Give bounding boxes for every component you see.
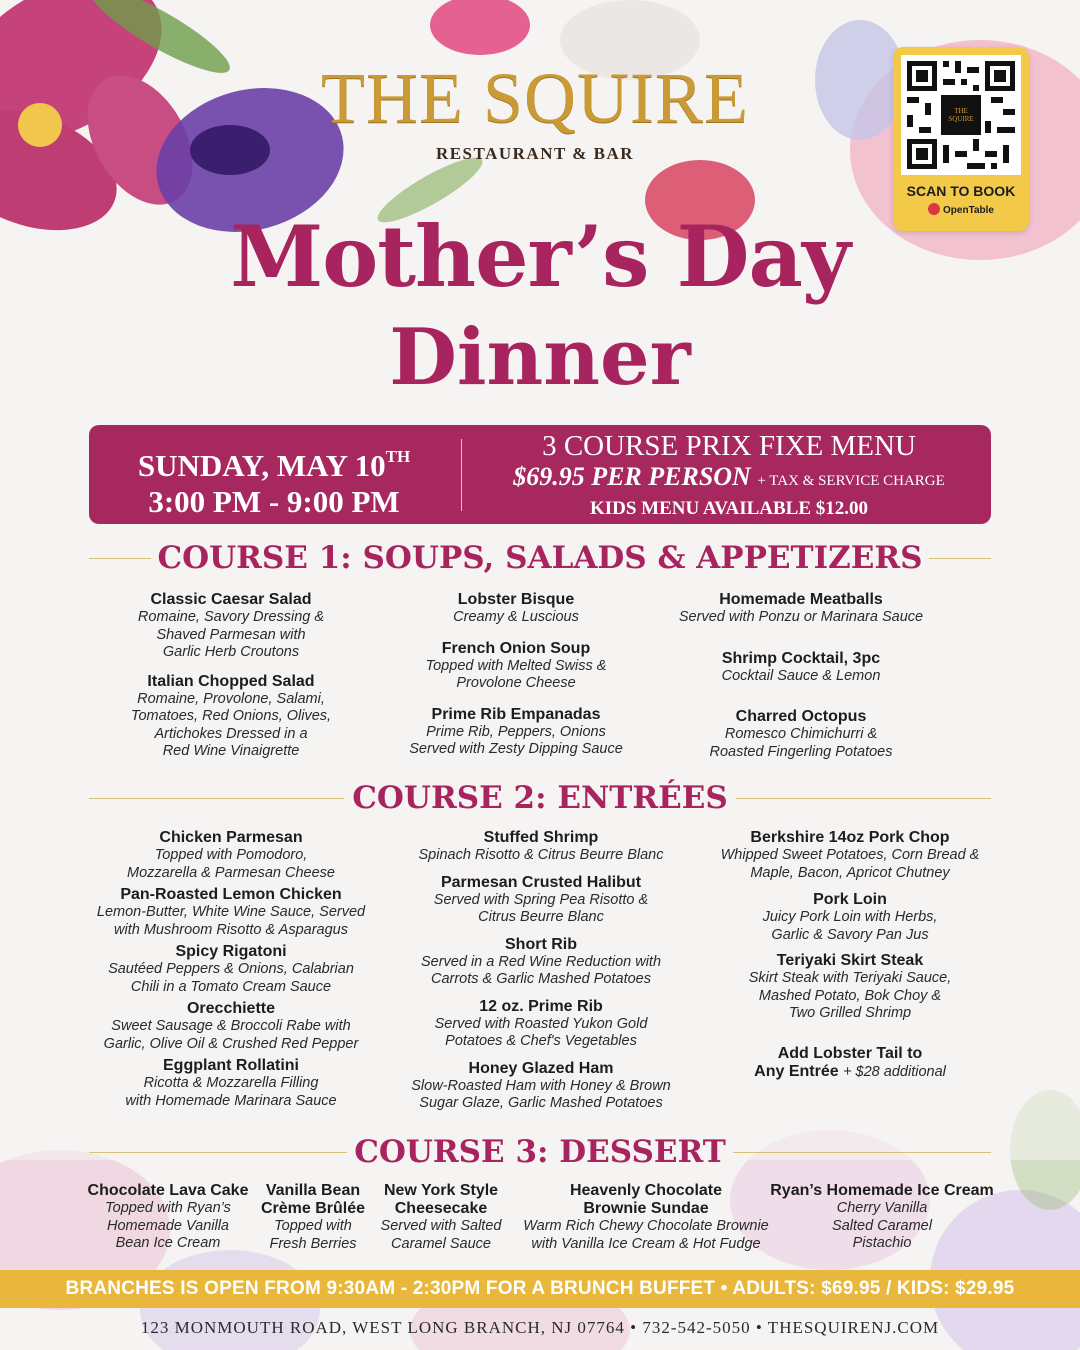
menu-item-desc: Lemon-Butter, White Wine Sauce, Served (96, 904, 366, 920)
dessert-name: Crème Brûlée (260, 1200, 366, 1217)
qr-code-icon (901, 55, 1021, 175)
menu-item (702, 952, 998, 1023)
menu-item-desc: with Mushroom Risotto & Asparagus (114, 921, 348, 938)
menu-item-desc: Spinach Risotto & Citrus Beurre Blanc (418, 847, 664, 863)
event-date-text: SUNDAY, MAY 10 (137, 448, 386, 483)
dessert-item (258, 1182, 368, 1253)
kids-menu-note: KIDS MENU AVAILABLE $12.00 (589, 498, 869, 519)
menu-item-desc: Garlic, Olive Oil & Crushed Red Pepper (103, 1035, 359, 1052)
menu-item-name: Eggplant Rollatini (163, 1057, 299, 1074)
menu-item (85, 829, 377, 882)
menu-item-name: Berkshire 14oz Pork Chop (750, 829, 950, 846)
menu-item-desc: Artichokes Dressed in a (154, 725, 308, 742)
dessert-item (770, 1182, 994, 1253)
menu-item-name: Homemade Meatballs (719, 591, 883, 608)
course3-title: COURSE 3: DESSERT (354, 1134, 726, 1170)
course2-column-1 (85, 829, 377, 1110)
menu-item-desc: Potatoes & Chef's Vegetables (445, 1033, 637, 1049)
menu-item-name: Honey Glazed Ham (468, 1059, 614, 1077)
menu-item-desc: Garlic & Savory Pan Jus (771, 926, 929, 943)
menu-item (385, 640, 647, 693)
menu-item-desc: Maple, Bacon, Apricot Chutney (750, 864, 950, 881)
price-text: $69.95 PER PERSON (513, 462, 751, 491)
dessert-desc: Pistachio (852, 1235, 912, 1251)
dessert-desc: Homemade Vanilla (107, 1217, 229, 1234)
dessert-desc: Warm Rich Chewy Chocolate Brownie (523, 1218, 769, 1234)
event-date-time (89, 439, 459, 520)
divider (736, 798, 991, 799)
menu-item-desc: Red Wine Vinaigrette (162, 743, 300, 759)
menu-item-name: Lobster Bisque (457, 591, 575, 608)
course2-column-2 (393, 829, 689, 1113)
divider (733, 1152, 991, 1153)
menu-item-name: Teriyaki Skirt Steak (776, 952, 924, 969)
menu-item-desc: Topped with Pomodoro, (154, 847, 308, 863)
opentable-label: OpenTable (943, 205, 994, 216)
menu-item-desc: Romesco Chimichurri & (724, 726, 878, 742)
dessert-name: Brownie Sundae (583, 1200, 709, 1217)
dessert-item (516, 1182, 776, 1253)
logo-tagline: RESTAURANT & BAR (435, 144, 635, 163)
menu-item-desc: Served in a Red Wine Reduction with (420, 953, 662, 970)
menu-item-desc: Cocktail Sauce & Lemon (721, 667, 881, 684)
menu-item (393, 874, 689, 927)
event-date (89, 439, 459, 484)
menu-item (393, 936, 689, 989)
menu-item-name: Prime Rib Empanadas (431, 705, 601, 723)
dessert-desc: Topped with Ryan’s (105, 1200, 231, 1216)
menu-item-desc: Served with Spring Pea Risotto & (433, 891, 649, 908)
menu-item-desc: Creamy & Luscious (453, 609, 579, 625)
svg-text:SQUIRE: SQUIRE (948, 115, 974, 123)
course1-column-1 (100, 591, 362, 761)
menu-item-desc: Shaved Parmesan with (156, 626, 306, 643)
menu-item-name: 12 oz. Prime Rib (479, 997, 603, 1015)
course1-column-3 (660, 591, 942, 761)
price-note: + TAX & SERVICE CHARGE (757, 473, 945, 489)
divider (89, 558, 151, 559)
event-time: 3:00 PM - 9:00 PM (148, 484, 400, 519)
menu-item-name: Spicy Rigatoni (175, 943, 287, 960)
price-per-person (469, 462, 989, 496)
menu-item (85, 943, 377, 996)
menu-item-desc: Romaine, Savory Dressing & (137, 609, 325, 625)
prix-fixe-label: 3 COURSE PRIX FIXE MENU (542, 430, 916, 462)
menu-item (660, 591, 942, 627)
menu-item (85, 1000, 377, 1053)
dessert-item (372, 1182, 510, 1253)
divider (929, 558, 991, 559)
course2-column-3 (702, 829, 998, 1081)
addon-line2 (702, 1063, 998, 1082)
addon-line1: Add Lobster Tail to (777, 1044, 923, 1062)
menu-item (100, 591, 362, 662)
menu-item-desc: Sugar Glaze, Garlic Mashed Potatoes (419, 1095, 663, 1111)
menu-item (85, 1057, 377, 1110)
addon-line2-text: Any Entrée (754, 1062, 839, 1080)
dessert-desc: with Vanilla Ice Cream & Hot Fudge (531, 1235, 761, 1252)
menu-item (660, 650, 942, 686)
menu-item-desc: Two Grilled Shrimp (788, 1005, 912, 1021)
menu-item (660, 708, 942, 761)
logo-wordmark: THE SQUIRE (321, 58, 749, 138)
menu-item (85, 886, 377, 939)
banner-divider (461, 439, 462, 511)
event-pricing (469, 431, 989, 522)
dessert-item (82, 1182, 254, 1253)
menu-item-name: Short Rib (505, 935, 577, 953)
menu-item (100, 673, 362, 761)
menu-item-desc: Sweet Sausage & Broccoli Rabe with (111, 1018, 351, 1034)
divider (89, 1152, 347, 1153)
event-banner (89, 425, 991, 524)
dessert-desc: Bean Ice Cream (115, 1235, 221, 1251)
course3-heading (89, 1133, 991, 1171)
menu-item-name: Pan-Roasted Lemon Chicken (120, 886, 342, 903)
qr-code[interactable] (901, 55, 1021, 175)
menu-item (702, 829, 998, 882)
contact-address: 123 MONMOUTH ROAD, WEST LONG BRANCH, NJ 07764 • 732-542-5050 • THESQUIRENJ.COM (140, 1318, 940, 1337)
menu-item-name: Stuffed Shrimp (483, 829, 599, 846)
brunch-banner: BRANCHES IS OPEN FROM 9:30AM - 2:30PM FOR A BRUNCH BUFFET • ADULTS: $69.95 / KIDS: $29.95 (0, 1270, 1080, 1308)
menu-item-desc: Topped with Melted Swiss & (425, 657, 607, 674)
dessert-name: Cheesecake (394, 1200, 488, 1217)
course2-heading (89, 779, 991, 817)
menu-item-desc: Mozzarella & Parmesan Cheese (127, 864, 335, 881)
menu-item-desc: Carrots & Garlic Mashed Potatoes (430, 971, 651, 987)
menu-item-desc: Served with Roasted Yukon Gold (434, 1015, 648, 1032)
menu-item-name: Orecchiette (186, 1000, 276, 1017)
menu-item (702, 891, 998, 944)
dessert-name: Heavenly Chocolate (569, 1182, 723, 1199)
dessert-desc: Topped with (274, 1218, 352, 1234)
addon-price-note: + $28 additional (843, 1063, 946, 1080)
menu-item-name: Parmesan Crusted Halibut (440, 873, 642, 891)
menu-item-desc: with Homemade Marinara Sauce (125, 1092, 337, 1109)
menu-item-desc: Garlic Herb Croutons (162, 644, 300, 660)
headline-line2: Dinner (389, 312, 691, 403)
scan-to-book-label: SCAN TO BOOK (906, 183, 1016, 199)
dessert-name: Ryan’s Homemade Ice Cream (770, 1182, 994, 1199)
menu-item-desc: Citrus Beurre Blanc (478, 909, 604, 925)
menu-item-desc: Prime Rib, Peppers, Onions (426, 723, 606, 740)
menu-item-desc: Romaine, Provolone, Salami, (137, 690, 325, 707)
event-date-suffix: TH (385, 447, 411, 466)
menu-item-name: Italian Chopped Salad (147, 672, 315, 690)
menu-item-desc: Roasted Fingerling Potatoes (709, 743, 893, 760)
course1-column-2 (385, 591, 647, 759)
menu-item-desc: Ricotta & Mozzarella Filling (143, 1075, 319, 1091)
dessert-desc: Served with Salted (380, 1218, 502, 1234)
menu-item-desc: Skirt Steak with Teriyaki Sauce, (748, 970, 952, 986)
lobster-addon (702, 1045, 998, 1082)
menu-item (393, 829, 689, 865)
headline-line1: Mother’s Day (230, 207, 850, 306)
menu-item-desc: Chili in a Tomato Cream Sauce (130, 978, 332, 995)
svg-text:THE: THE (954, 107, 968, 115)
menu-item-name: Classic Caesar Salad (150, 591, 312, 608)
menu-item-desc: Mashed Potato, Bok Choy & (758, 987, 942, 1004)
dessert-desc: Cherry Vanilla (836, 1200, 928, 1216)
menu-item-desc: Whipped Sweet Potatoes, Corn Bread & (720, 847, 980, 863)
menu-item-name: Charred Octopus (735, 708, 867, 725)
dessert-desc: Fresh Berries (269, 1235, 357, 1252)
menu-item-name: Shrimp Cocktail, 3pc (721, 649, 881, 667)
course2-title: COURSE 2: ENTRÉES (352, 780, 728, 816)
restaurant-logo (300, 58, 770, 164)
dessert-desc: Salted Caramel (832, 1217, 932, 1234)
dessert-name: New York Style (383, 1182, 499, 1199)
menu-item-desc: Slow-Roasted Ham with Honey & Brown (411, 1077, 671, 1094)
menu-item-desc: Juicy Pork Loin with Herbs, (762, 909, 938, 925)
menu-item-desc: Served with Ponzu or Marinara Sauce (678, 609, 924, 625)
menu-item (393, 1060, 689, 1113)
menu-item-desc: Served with Zesty Dipping Sauce (409, 741, 623, 757)
dessert-desc: Caramel Sauce (391, 1235, 491, 1252)
menu-item-name: Pork Loin (813, 891, 887, 908)
menu-item-desc: Sautéed Peppers & Onions, Calabrian (108, 961, 354, 977)
menu-item-desc: Tomatoes, Red Onions, Olives, (130, 708, 332, 724)
dessert-name: Vanilla Bean (265, 1182, 361, 1199)
course1-title: COURSE 1: SOUPS, SALADS & APPETIZERS (157, 540, 923, 576)
divider (89, 798, 344, 799)
menu-item (393, 998, 689, 1051)
menu-item (385, 706, 647, 759)
menu-item-name: French Onion Soup (441, 639, 591, 657)
dessert-name: Chocolate Lava Cake (87, 1182, 249, 1199)
menu-item-name: Chicken Parmesan (159, 829, 303, 846)
menu-item-desc: Provolone Cheese (456, 675, 576, 691)
menu-item (385, 591, 647, 627)
course1-heading (89, 539, 991, 577)
